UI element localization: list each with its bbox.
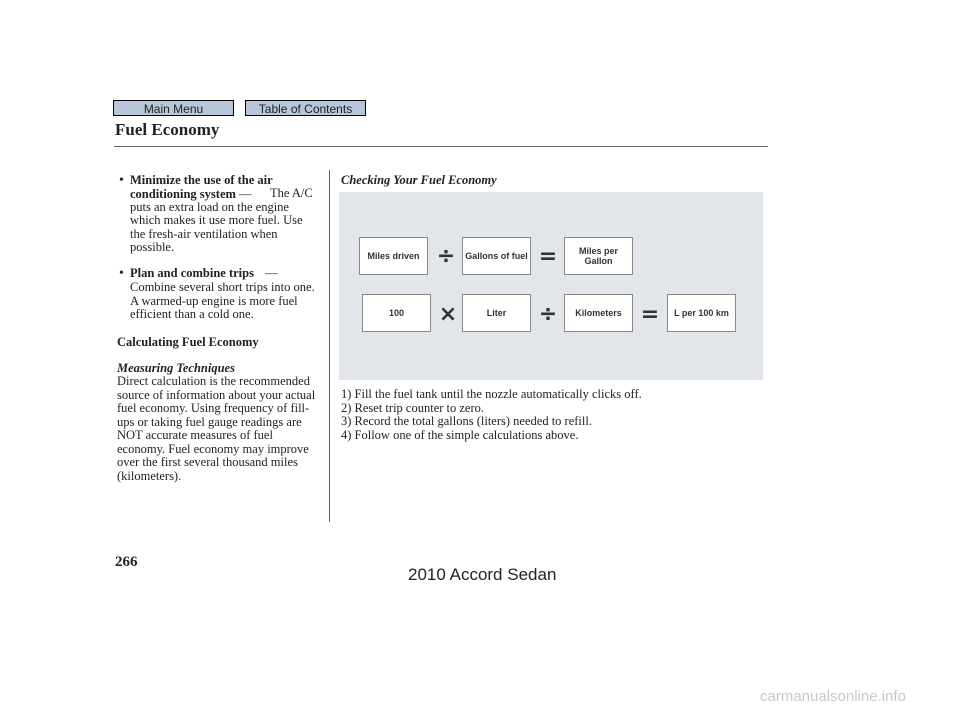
step-item: 2) Reset trip counter to zero.: [341, 400, 485, 415]
main-menu-button[interactable]: Main Menu: [113, 100, 234, 116]
body-text: Direct calculation is the recommended source of information about your actual fuel economy. Using frequency of fill-ups or taking fuel gauge readings are NOT accurate measures of fuel economy. Fuel economy may improve over the first several thousand miles (kilometers).: [117, 374, 316, 483]
watermark: carmanualsonline.info: [760, 688, 906, 705]
diagram-box: Liter: [462, 294, 531, 332]
bullet-2-text: Combine several short trips into one. A warmed-up engine is more fuel efficient than a cold one.: [130, 280, 315, 321]
page-title: Fuel Economy: [115, 120, 220, 139]
bullet-2: [130, 267, 320, 281]
sub-heading: Measuring Techniques: [117, 361, 235, 375]
diagram-box: Gallons of fuel: [462, 237, 531, 275]
table-of-contents-button[interactable]: Table of Contents: [245, 100, 366, 116]
model-name: 2010 Accord Sedan: [408, 565, 557, 584]
bullet-1-dash: —: [239, 186, 252, 201]
column-divider: [329, 170, 330, 522]
diagram-box: Kilometers: [564, 294, 633, 332]
divide-icon: ÷: [436, 243, 456, 269]
bullet-icon: •: [119, 173, 124, 188]
diagram-box: L per 100 km: [667, 294, 736, 332]
bullet-1-title: Minimize the use of the air conditioning system: [130, 173, 273, 201]
step-item: 4) Follow one of the simple calculations above.: [341, 427, 579, 442]
equals-icon: =: [640, 301, 660, 327]
bullet-2-dash: —: [265, 266, 278, 280]
diagram-box: Miles per Gallon: [564, 237, 633, 275]
diagram-box: 100: [362, 294, 431, 332]
divide-icon: ÷: [538, 301, 558, 327]
fuel-economy-diagram: [339, 192, 763, 380]
bullet-icon: •: [119, 266, 124, 281]
diagram-box: Miles driven: [359, 237, 428, 275]
page-number: 266: [115, 554, 138, 570]
section-heading: Calculating Fuel Economy: [117, 335, 259, 349]
bullet-2-title: Plan and combine trips: [130, 266, 254, 280]
right-heading: Checking Your Fuel Economy: [341, 173, 497, 187]
bullet-1-text: The A/C puts an extra load on the engine which makes it use more fuel. Use the fresh-air ventilation when possible.: [130, 186, 313, 254]
multiply-icon: ×: [438, 301, 458, 327]
equals-icon: =: [538, 243, 558, 269]
steps-list: [341, 388, 761, 442]
step-item: 3) Record the total gallons (liters) needed to refill.: [341, 414, 592, 428]
step-item: 1) Fill the fuel tank until the nozzle automatically clicks off.: [341, 387, 642, 401]
title-divider: [114, 146, 768, 147]
